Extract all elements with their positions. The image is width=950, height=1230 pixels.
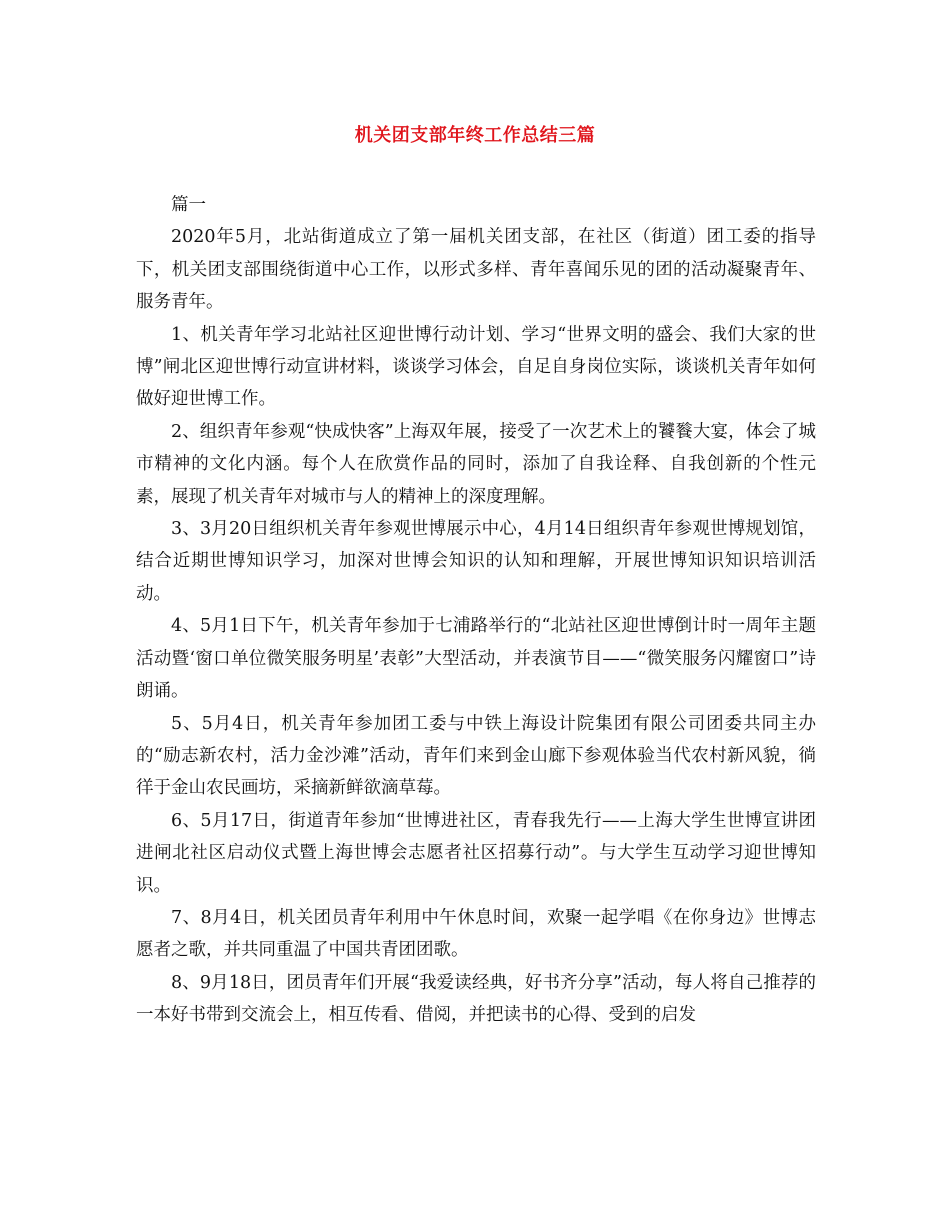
paragraph-item-5: 5、5月4日，机关青年参加团工委与中铁上海设计院集团有限公司团委共同主办的“励志新农村，活力金沙滩”活动，青年们来到金山廊下参观体验当代农村新风貌，徜徉于金山农民画坊，采摘新鲜欲滴草莓。 — [136, 713, 816, 799]
paragraph-section-label: 篇一 — [171, 195, 206, 215]
document-title: 机关团支部年终工作总结三篇 — [354, 125, 596, 146]
paragraph-item-8: 8、9月18日，团员青年们开展“我爱读经典，好书齐分享”活动，每人将自己推荐的一本好书带到交流会上，相互传看、借阅，并把读书的心得、受到的启发 — [136, 972, 816, 1026]
paragraph-item-3: 3、3月20日组织机关青年参观世博展示中心，4月14日组织青年参观世博规划馆，结合近期世博知识学习，加深对世博会知识的认知和理解，开展世博知识知识培训活动。 — [136, 519, 816, 604]
paragraph-item-2: 2、组织青年参观“快成快客”上海双年展，接受了一次艺术上的饕餮大宴，体会了城市精神的文化内涵。每个人在欣赏作品的同时，添加了自我诠释、自我创新的个性元素，展现了机关青年对城市与人的精神上的深度理解。 — [136, 421, 816, 507]
paragraph-item-7: 7、8月4日，机关团员青年利用中午休息时间，欢聚一起学唱《在你身边》世博志愿者之歌，并共同重温了中国共青团团歌。 — [136, 907, 816, 961]
paragraph-item-6: 6、5月17日，街道青年参加“世博进社区，青春我先行——上海大学生世博宣讲团进闸北社区启动仪式暨上海世博会志愿者社区招募行动”。与大学生互动学习迎世博知识。 — [136, 810, 816, 896]
paragraph-intro: 2020年5月，北站街道成立了第一届机关团支部，在社区（街道）团工委的指导下，机关团支部围绕街道中心工作，以形式多样、青年喜闻乐见的团的活动凝聚青年、服务青年。 — [136, 227, 816, 313]
paragraph-item-4: 4、5月1日下午，机关青年参加于七浦路举行的“北站社区迎世博倒计时一周年主题活动暨‘窗口单位微笑服务明星’表彰”大型活动，并表演节目——“微笑服务闪耀窗口”诗朗诵。 — [136, 616, 816, 702]
document-body — [136, 189, 816, 1032]
paragraph-item-1: 1、机关青年学习北站社区迎世博行动计划、学习“世界文明的盛会、我们大家的世博”闸北区迎世博行动宣讲材料，谈谈学习体会，自足自身岗位实际，谈谈机关青年如何做好迎世博工作。 — [136, 324, 816, 410]
